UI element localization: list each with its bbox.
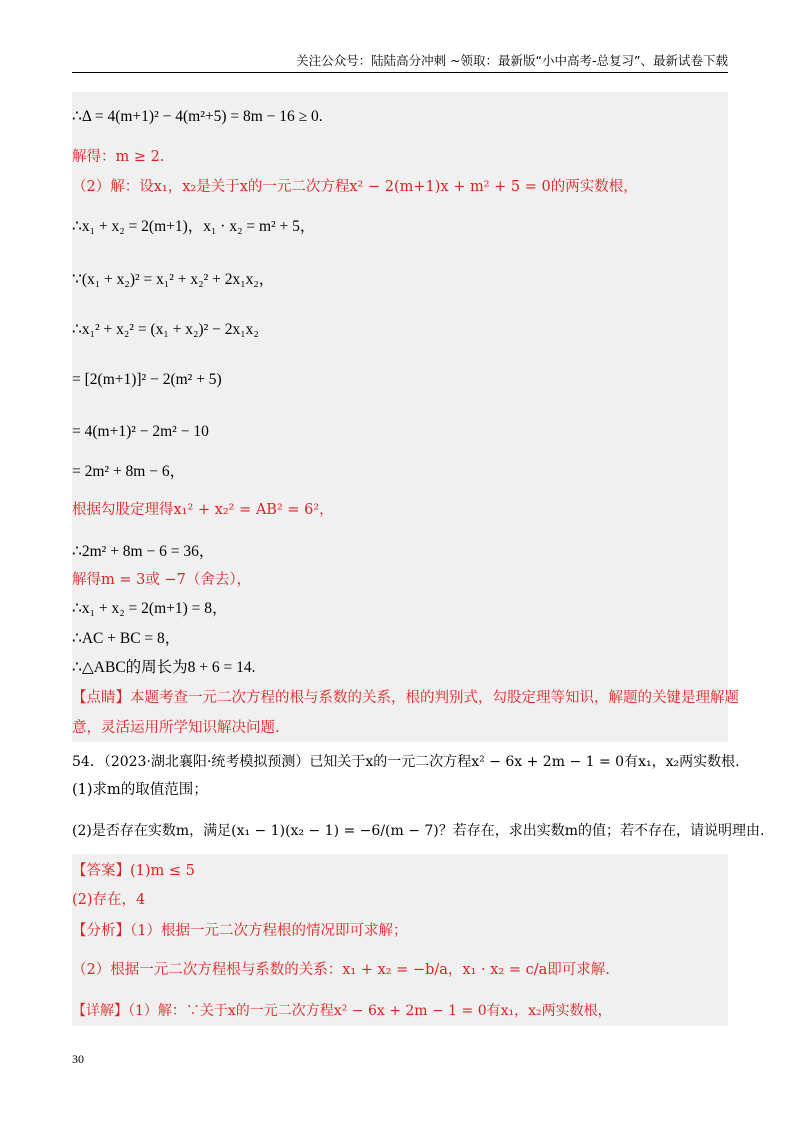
solve-line-2: 解得m = 3或 −7（舍去）， — [72, 572, 252, 588]
comment-line-2: 意，灵活运用所学知识解决问题. — [72, 720, 280, 736]
question-54-part2: (2)是否存在实数m，满足(x₁ − 1)(x₂ − 1) = −6/(m − 7)？若存在，求出实数m的值；若不存在，请说明理由. — [72, 823, 765, 839]
page-header: 关注公众号：陆陆高分冲刺 ~领取：最新版“小中高考-总复习”、最新试卷下载 — [72, 50, 728, 73]
discriminant-line: ∴Δ = 4(m+1)² − 4(m²+5) = 8m − 16 ≥ 0. — [72, 108, 323, 125]
answer-line-1: 【答案】(1)m ≤ 5 — [72, 863, 195, 879]
derive-line-4: = 2m² + 8m − 6， — [72, 463, 186, 480]
part2-intro: （2）解：设x₁，x₂是关于x的一元二次方程x² − 2(m+1)x + m² + 5 = 0的两实数根， — [72, 179, 638, 195]
question-54: 54．（2023·湖北襄阳·统考模拟预测）已知关于x的一元二次方程x² − 6x + 2m − 1 = 0有x₁，x₂两实数根. — [72, 754, 740, 770]
vieta-line: ∴x₁ + x₂ = 2(m+1)，x₁ · x₂ = m² + 5， — [72, 218, 316, 235]
solve-line-1: 解得：m ≥ 2. — [72, 149, 165, 165]
question-54-part1: (1)求m的取值范围； — [72, 782, 208, 798]
side-sum-line: ∴AC + BC = 8， — [72, 630, 181, 647]
page-number: 30 — [72, 1052, 84, 1066]
perimeter-line: ∴△ABC的周长为8 + 6 = 14. — [72, 659, 256, 676]
analysis-line-1: 【分析】（1）根据一元二次方程根的情况即可求解； — [72, 923, 408, 939]
answer-line-2: (2)存在，4 — [72, 892, 146, 908]
detail-line-1: 【详解】（1）解：∵关于x的一元二次方程x² − 6x + 2m − 1 = 0有x₁，x₂两实数根， — [72, 1003, 612, 1019]
pythagoras-line: 根据勾股定理得x₁² + x₂² = AB² = 6²， — [72, 502, 334, 518]
identity-line: ∵(x₁ + x₂)² = x₁² + x₂² + 2x₁x₂， — [72, 271, 275, 288]
analysis-line-2: （2）根据一元二次方程根与系数的关系：x₁ + x₂ = −b/a，x₁ · x₂ = c/a即可求解. — [72, 962, 610, 978]
comment-line-1: 【点睛】本题考查一元二次方程的根与系数的关系，根的判别式，勾股定理等知识，解题的关键是理解题 — [72, 690, 739, 706]
derive-line-1: ∴x₁² + x₂² = (x₁ + x₂)² − 2x₁x₂ — [72, 321, 259, 338]
sum-line: ∴x₁ + x₂ = 2(m+1) = 8， — [72, 600, 228, 617]
derive-line-2: = [2(m+1)]² − 2(m² + 5) — [72, 371, 222, 388]
equation-line: ∴2m² + 8m − 6 = 36， — [72, 543, 215, 560]
derive-line-3: = 4(m+1)² − 2m² − 10 — [72, 423, 209, 440]
